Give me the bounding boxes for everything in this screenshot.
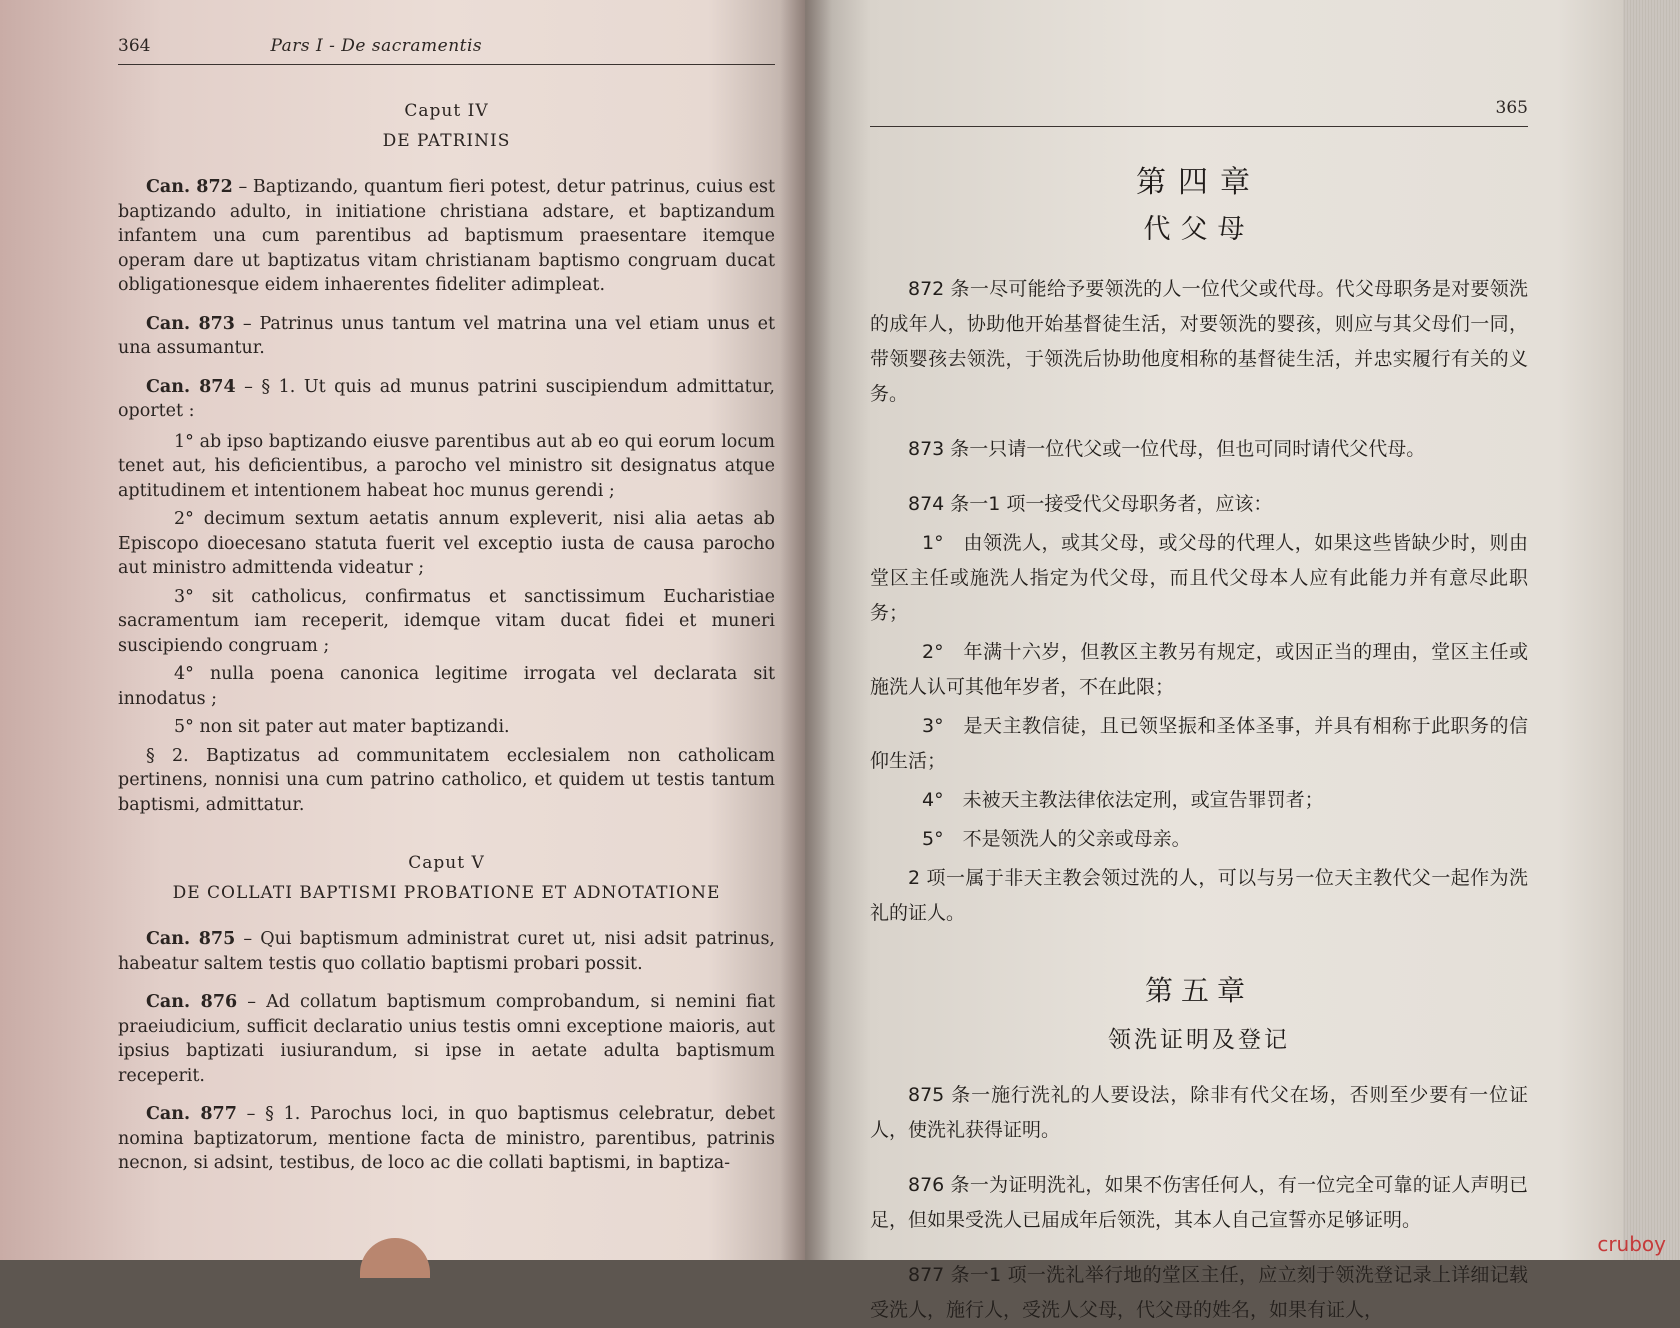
chapter-4-title: 第四章 [1136, 165, 1262, 200]
article-874: 874 条一1 项一接受代父母职务者，应该： [908, 493, 1273, 515]
canon-874-para-2: § 2. Baptizatus ad communitatem ecclesialem non catholicam pertinens, nonnisi una cum patrino catholico, et quidem ut testis tantum baptismi, admittatur. [118, 745, 775, 815]
left-running-head [118, 36, 775, 56]
article-876: 876 条一为证明洗礼，如果不伤害任何人，有一位完全可靠的证人声明已足，但如果受洗人已届成年后领洗，其本人自己宣誓亦足够证明。 [870, 1174, 1528, 1231]
article-877: 877 条一1 项一洗礼举行地的堂区主任，应立刻于领洗登记录上详细记载受洗人，施行人，受洗人父母，代父母的姓名，如果有证人， [870, 1264, 1528, 1321]
chapter-4-subtitle: 代父母 [1143, 214, 1255, 245]
article-872: 872 条一尽可能给予要领洗的人一位代父或代母。代父母职务是对要领洗的成年人，协助他开始基督徒生活，对要领洗的婴孩，则应与其父母们一同，带领婴孩去领洗，于领洗后协助他度相称的基督徒生活，并忠实履行有关的义务。 [870, 278, 1528, 405]
left-running-title: Pars I - De sacramentis [270, 36, 483, 56]
article-874-para-2: 2 项一属于非天主教会领过洗的人，可以与另一位天主教代父一起作为洗礼的证人。 [870, 867, 1528, 924]
canon-875: Can. 875 – Qui baptismum administrat curet ut, nisi adsit patrinus, habeatur saltem testis quo collatio baptismi probari possit. [118, 929, 775, 974]
article-874-item-1: 1° 由领洗人，或其父母，或父母的代理人，如果这些皆缺少时，则由堂区主任或施洗人指定为代父母，而且代父母本人应有此能力并有意尽此职务； [870, 532, 1528, 624]
chapter-5-title: 第五章 [1144, 974, 1253, 1007]
right-header-rule [870, 126, 1528, 127]
article-874-item-5: 5° 不是领洗人的父亲或母亲。 [922, 828, 1191, 850]
watermark: cruboy [1597, 1232, 1666, 1256]
canon-874-item-3: 3° sit catholicus, confirmatus et sanctissimum Eucharistiae sacramentum iam receperit, idemque vitam ducat fidei et muneri suscipiendo congruam ; [118, 586, 775, 656]
latin-text-2 [118, 927, 775, 1176]
article-874-item-3: 3° 是天主教信徒，且已领坚振和圣体圣事，并具有相称于此职务的信仰生活； [870, 715, 1528, 772]
canon-874-item-2: 2° decimum sextum aetatis annum expleverit, nisi alia aetas ab Episcopo dioecesano statuta fuerit vel exceptio iusta de causa parocho aut ministro admittenda videatur ; [118, 509, 775, 578]
canon-876: Can. 876 – Ad collatum baptismum comprobandum, si nemini fiat praeiudicium, sufficit declaratio unius testis omni exceptione maioris, aut ipsius baptizati iusiurandum, si ipse in aetate adulta baptismum receperit. [118, 992, 775, 1086]
right-page [805, 0, 1623, 1321]
page-edges [1623, 0, 1680, 1260]
left-page [0, 0, 805, 1260]
latin-text [118, 175, 775, 817]
canon-874-item-4: 4° nulla poena canonica legitime irrogata vel declarata sit innodatus ; [118, 664, 775, 709]
caput-v-title: DE COLLATI BAPTISMI PROBATIONE ET ADNOTATIONE [172, 883, 721, 903]
chinese-text [870, 272, 1528, 931]
canon-874-item-5: 5° non sit pater aut mater baptizandi. [174, 717, 510, 737]
article-873: 873 条一只请一位代父或一位代母，但也可同时请代父代母。 [908, 438, 1426, 460]
canon-873: Can. 873 – Patrinus unus tantum vel matrina una vel etiam unus et una assumantur. [118, 313, 775, 358]
article-874-item-4: 4° 未被天主教法律依法定刑，或宣告罪罚者； [922, 789, 1324, 811]
canon-874-item-1: 1° ab ipso baptizando eiusve parentibus aut ab eo qui eorum locum tenet aut, his deficientibus, a parocho vel ministro sit designatus atque aptitudinem et intentionem habeat hoc munus gerendi ; [118, 431, 775, 501]
caput-iv-title: DE PATRINIS [382, 131, 511, 151]
caput-iv-label: Caput IV [404, 101, 489, 121]
caput-v-label: Caput V [408, 853, 485, 873]
article-874-item-2: 2° 年满十六岁，但教区主教另有规定，或因正当的理由，堂区主任或施洗人认可其他年岁者，不在此限； [870, 641, 1528, 698]
left-header-rule [118, 64, 775, 65]
left-page-number: 364 [118, 36, 151, 56]
right-running-head [870, 98, 1528, 118]
right-page-number: 365 [1495, 98, 1528, 118]
canon-874: Can. 874 – § 1. Ut quis ad munus patrini suscipiendum admittatur, oportet : [118, 376, 775, 421]
chinese-text-2 [870, 1078, 1528, 1328]
article-875: 875 条一施行洗礼的人要设法，除非有代父在场，否则至少要有一位证人，使洗礼获得证明。 [870, 1084, 1528, 1141]
canon-877: Can. 877 – § 1. Parochus loci, in quo baptismus celebratur, debet nomina baptizatorum, mentione facta de ministro, parentibus, patrinis necnon, si adsint, testibus, de loco ac die collati baptismi, in baptiza- [118, 1104, 775, 1173]
chapter-5-subtitle: 领洗证明及登记 [1108, 1027, 1290, 1053]
canon-872: Can. 872 – Baptizando, quantum fieri potest, detur patrinus, cuius est baptizando adulto, in initiatione christiana adstare, et baptizandum infantem una cum parentibus ad baptismum praesentare itemque operam dare ut baptizatus vitam christianam baptismo congruam ducat obligationesque eidem inhaerentes fideliter adimpleat. [118, 177, 775, 295]
